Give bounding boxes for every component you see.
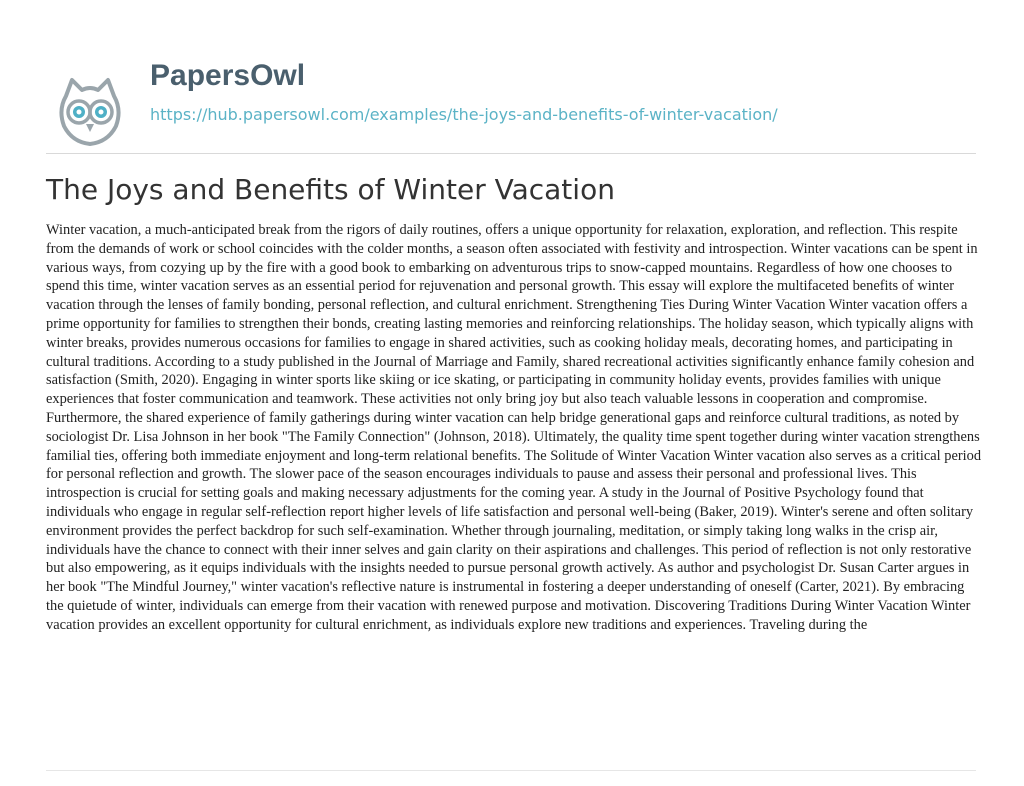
owl-logo-icon [46, 66, 134, 154]
site-header [0, 0, 1024, 160]
header-divider [46, 153, 976, 154]
source-url-link[interactable]: https://hub.papersowl.com/examples/the-joys-and-benefits-of-winter-vacation/ [150, 105, 778, 124]
bottom-divider [46, 770, 976, 771]
essay-title: The Joys and Benefits of Winter Vacation [46, 173, 615, 206]
essay-body: Winter vacation, a much-anticipated break from the rigors of daily routines, offers a unique opportunity for relaxation, exploration, and reflection. This respite from the demands of work or school coincides with the colder months, a season often associated with festivity and introspection. Winter vacations can be spent in various ways, from cozying up by the fire with a good book to embarking on adventurous trips to snow-capped mountains. Regardless of how one chooses to spend this time, winter vacation serves as an essential period for rejuvenation and personal growth. This essay will explore the multifaceted benefits of winter vacation through the lenses of family bonding, personal reflection, and cultural enrichment. Strengthening Ties During Winter Vacation Winter vacation offers a prime opportunity for families to strengthen their bonds, creating lasting memories and reinforcing relationships. The holiday season, which typically aligns with winter breaks, provides numerous occasions for families to engage in shared activities, such as cooking holiday meals, decorating homes, and participating in cultural traditions. According to a study published in the Journal of Marriage and Family, shared recreational activities significantly enhance family cohesion and satisfaction (Smith, 2020). Engaging in winter sports like skiing or ice skating, or participating in community holiday events, provides families with unique experiences that foster communication and teamwork. These activities not only bring joy but also teach valuable lessons in cooperation and compromise. Furthermore, the shared experience of family gatherings during winter vacation can help bridge generational gaps and reinforce cultural traditions, as noted by sociologist Dr. Lisa Johnson in her book "The Family Connection" (Johnson, 2018). Ultimately, the quality time spent together during winter vacation strengthens familial ties, offering both immediate enjoyment and long-term relational benefits. The Solitude of Winter Vacation Winter vacation also serves as a critical period for personal reflection and growth. The slower pace of the season encourages individuals to pause and assess their personal and professional lives. This introspection is crucial for setting goals and making necessary adjustments for the coming year. A study in the Journal of Positive Psychology found that individuals who engage in regular self-reflection report higher levels of life satisfaction and personal well-being (Baker, 2019). Winter's serene and often solitary environment provides the perfect backdrop for such self-examination. Whether through journaling, meditation, or simply taking long walks in the crisp air, individuals have the chance to connect with their inner selves and gain clarity on their aspirations and challenges. This period of reflection is not only restorative but also empowering, as it equips individuals with the insights needed to pursue personal growth actively. As author and psychologist Dr. Susan Carter argues in her book "The Mindful Journey," winter vacation's reflective nature is instrumental in fostering a deeper understanding of oneself (Carter, 2021). By embracing the quietude of winter, individuals can emerge from their vacation with renewed purpose and motivation. Discovering Traditions During Winter Vacation Winter vacation provides an excellent opportunity for cultural enrichment, as individuals explore new traditions and experiences. Traveling during the [46, 222, 982, 633]
brand-name: PapersOwl [150, 59, 306, 92]
